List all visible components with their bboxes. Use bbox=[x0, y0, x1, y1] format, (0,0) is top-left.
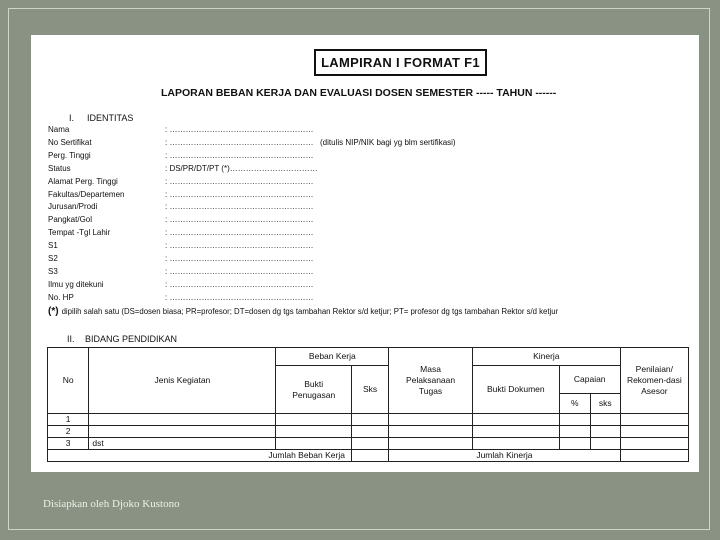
header-sks: Sks bbox=[351, 366, 388, 414]
section-title: BIDANG PENDIDIKAN bbox=[85, 334, 178, 344]
header-masa-pelaksanaan: Masa Pelaksanaan Tugas bbox=[389, 348, 473, 414]
footnote-text: dipilih salah satu (DS=dosen biasa; PR=profesor; DT=dosen dg tgs tambahan Rektor s/d ketjur; PT= profesor dg tgs tambahan Rektor s/d ketjur bbox=[61, 307, 559, 316]
section-number: I. bbox=[69, 113, 75, 123]
status-footnote bbox=[48, 306, 558, 317]
header-persen: % bbox=[559, 394, 590, 414]
row-no: 1 bbox=[48, 414, 89, 426]
section-pendidikan-heading bbox=[67, 334, 177, 344]
footer-credit: Disiapkan oleh Djoko Kustono bbox=[43, 498, 180, 510]
field-label: No Sertifikat bbox=[48, 137, 92, 147]
field-label: Perg. Tinggi bbox=[48, 150, 91, 160]
field-label: Ilmu yg ditekuni bbox=[48, 279, 104, 289]
header-bukti-penugasan: Bukti Penugasan bbox=[276, 366, 351, 414]
section-title: IDENTITAS bbox=[87, 113, 134, 123]
field-label: Fakultas/Departemen bbox=[48, 189, 125, 199]
document-page bbox=[31, 35, 699, 472]
header-penilaian: Penilaian/ Rekomen-dasi Asesor bbox=[620, 348, 688, 414]
total-beban-label: Jumlah Beban Kerja bbox=[48, 450, 352, 462]
field-value: : ……………………………………………… bbox=[165, 215, 314, 225]
field-note: (ditulis NIP/NIK bagi yg blm sertifikasi) bbox=[320, 137, 456, 147]
section-identitas-heading bbox=[69, 113, 133, 123]
section-number: II. bbox=[67, 334, 75, 344]
field-label: S2 bbox=[48, 254, 58, 263]
field-value: : ……………………………………………… bbox=[165, 125, 314, 134]
totals-row bbox=[48, 450, 689, 462]
field-value: : ……………………………………………… bbox=[165, 266, 314, 276]
header-capaian: Capaian bbox=[559, 366, 620, 394]
table-row bbox=[48, 426, 689, 438]
field-label: S1 bbox=[48, 241, 58, 251]
field-value: : ……………………………………………… bbox=[165, 254, 314, 263]
row-kegiatan bbox=[89, 426, 276, 438]
field-label: S3 bbox=[48, 266, 58, 276]
pendidikan-table bbox=[47, 347, 689, 462]
field-label: Nama bbox=[48, 125, 70, 134]
report-title: LAPORAN BEBAN KERJA DAN EVALUASI DOSEN SEMESTER ----- TAHUN ------ bbox=[161, 87, 557, 99]
header-no: No bbox=[48, 348, 89, 414]
field-value: : ……………………………………………… bbox=[165, 241, 314, 251]
row-kegiatan: dst bbox=[89, 438, 276, 450]
field-label: Alamat Perg. Tinggi bbox=[48, 176, 118, 186]
field-value: : ……………………………………………… bbox=[165, 189, 314, 199]
table-row bbox=[48, 438, 689, 450]
header-jenis-kegiatan: Jenis Kegiatan bbox=[89, 348, 276, 414]
field-value: : ……………………………………………… bbox=[165, 292, 314, 302]
footnote-mark: (*) bbox=[48, 306, 59, 317]
row-no: 2 bbox=[48, 426, 89, 438]
field-value: : ……………………………………………… bbox=[165, 150, 314, 160]
field-label: Jurusan/Prodi bbox=[48, 202, 98, 212]
field-label: No. HP bbox=[48, 292, 74, 302]
field-value: : ……………………………………………… bbox=[165, 202, 314, 212]
header-bukti-dokumen: Bukti Dokumen bbox=[472, 366, 559, 414]
header-kinerja: Kinerja bbox=[472, 348, 620, 366]
field-label: Tempat -Tgl Lahir bbox=[48, 228, 111, 238]
row-no: 3 bbox=[48, 438, 89, 450]
field-value: : ……………………………………………… bbox=[165, 176, 314, 186]
field-value: : ……………………………………………… bbox=[165, 279, 314, 289]
field-value: : ……………………………………………… bbox=[165, 137, 314, 147]
field-label: Status bbox=[48, 163, 71, 173]
row-kegiatan bbox=[89, 414, 276, 426]
format-label: LAMPIRAN I FORMAT F1 bbox=[314, 49, 487, 76]
field-value: : ……………………………………………… bbox=[165, 228, 314, 238]
table-row bbox=[48, 414, 689, 426]
field-label: Pangkat/Gol bbox=[48, 215, 93, 225]
field-value: : DS/PR/DT/PT (*)…………………………… bbox=[165, 163, 318, 173]
header-beban-kerja: Beban Kerja bbox=[276, 348, 389, 366]
total-kinerja-label: Jumlah Kinerja bbox=[389, 450, 621, 462]
header-sks-capaian: sks bbox=[590, 394, 620, 414]
